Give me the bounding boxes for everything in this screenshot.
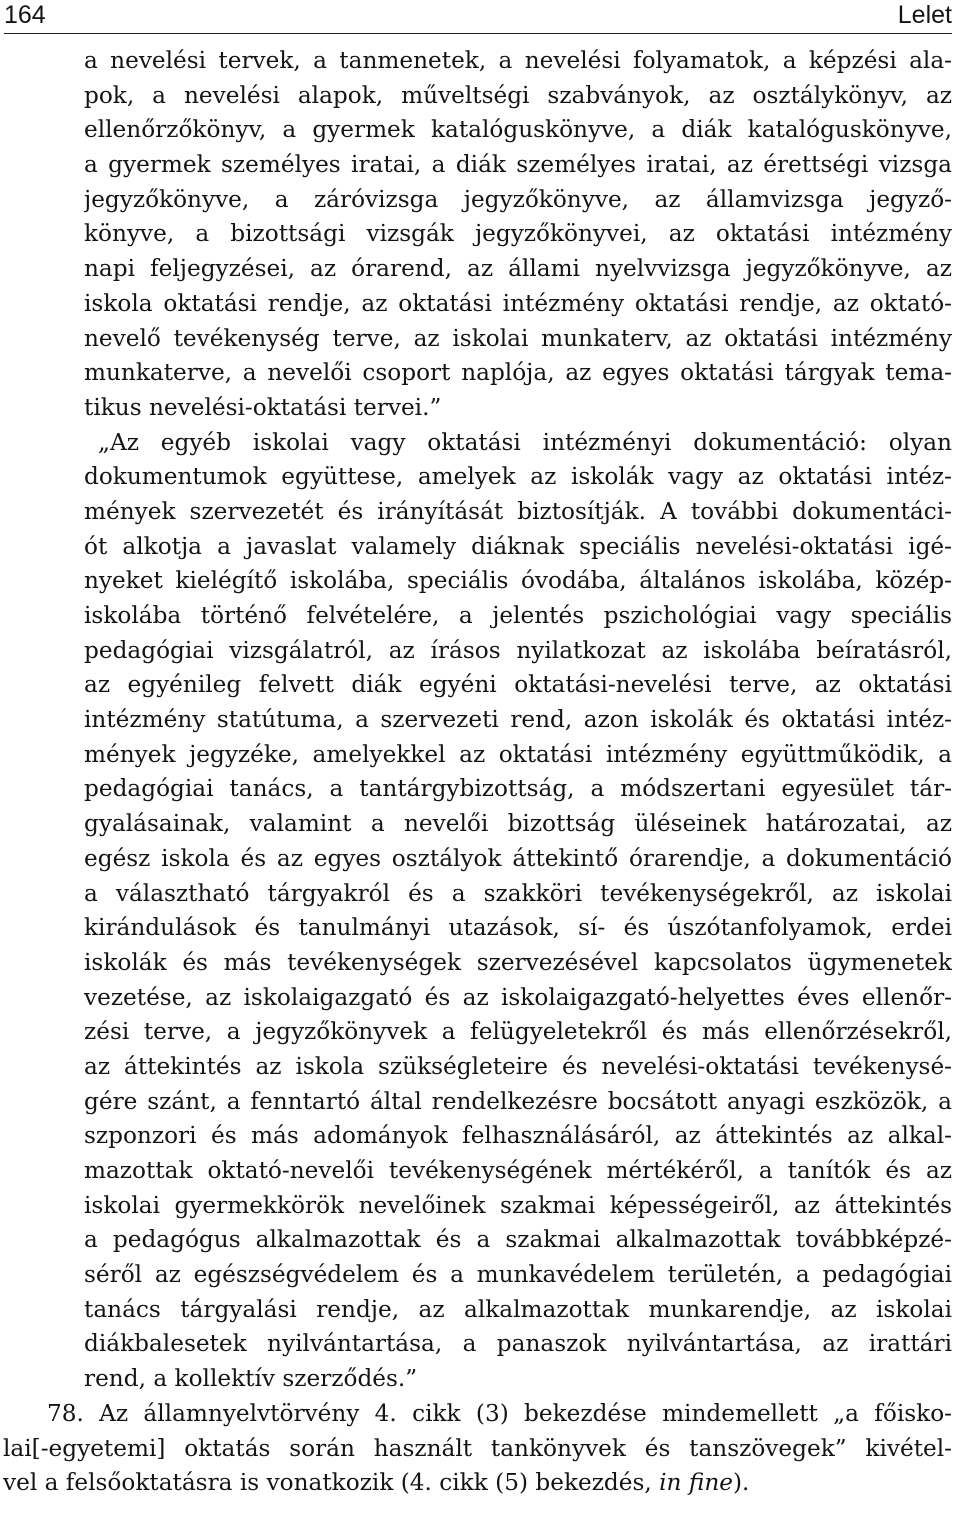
footnote-line	[3, 1466, 952, 1501]
text-line: pedagógiai vizsgálatról, az írásos nyilatkozat az iskolába beíratásról,	[84, 636, 952, 664]
text-line: a pedagógus alkalmazottak és a szakmai alkalmazottak továbbképzé-	[84, 1226, 952, 1254]
text-line: tikus nevelési-oktatási tervei.”	[84, 393, 442, 421]
text-line: diákbalesetek nyilvántartása, a panaszok nyilvántartása, az irattári	[84, 1330, 952, 1358]
text-line: vezetése, az iskolaigazgató és az iskolaigazgató-helyettes éves ellenőr-	[84, 983, 952, 1011]
text-line: gyalásainak, valamint a nevelői bizottság üléseinek határozatai, az	[84, 810, 952, 838]
text-line: szponzori és más adományok felhasználásáról, az áttekintés az alkal-	[84, 1122, 952, 1150]
text-line: „Az egyéb iskolai vagy oktatási intézményi dokumentáció: olyan	[98, 428, 952, 456]
text-line: jegyzőkönyve, a záróvizsga jegyzőkönyve, az államvizsga jegyző-	[84, 185, 952, 213]
text-line: nevelő tevékenység terve, az iskolai munkaterv, az oktatási intézmény	[84, 324, 952, 352]
text-line: mények szervezetét és irányítását biztosítják. A további dokumentáci-	[84, 497, 952, 525]
text-line: kirándulások és tanulmányi utazások, sí- és úszótanfolyamok, erdei	[84, 914, 952, 942]
text-line: nyeket kielégítő iskolába, speciális óvodába, általános iskolába, közép-	[84, 567, 952, 595]
text-line: a nevelési tervek, a tanmenetek, a nevelési folyamatok, a képzési ala-	[84, 47, 952, 74]
text-line: gére szánt, a fenntartó által rendelkezésre bocsátott anyagi eszközök, a	[84, 1087, 952, 1115]
text-line: dokumentumok együttese, amelyek az iskolák vagy az oktatási intéz-	[84, 463, 952, 491]
text-line: pok, a nevelési alapok, műveltségi szabványok, az osztálykönyv, az	[84, 81, 952, 109]
text-line: tanács tárgyalási rendje, az alkalmazottak munkarendje, az iskolai	[84, 1295, 952, 1323]
footnote-italic: in fine	[659, 1469, 733, 1497]
text-line: rend, a kollektív szerződés.”	[84, 1365, 418, 1393]
text-line: zési terve, a jegyzőkönyvek a felügyeletekről és más ellenőrzésekről,	[84, 1018, 952, 1046]
text-line: ellenőrzőkönyv, a gyermek katalóguskönyve, a diák katalóguskönyve,	[84, 116, 952, 144]
footnote-text-end: ).	[732, 1469, 750, 1497]
text-line: iskolába történő felvételére, a jelentés pszichológiai vagy speciális	[84, 602, 952, 629]
quote-block-1	[0, 44, 960, 426]
text-line: az áttekintés az iskola szükségleteire és nevelési-oktatási tevékenysé-	[84, 1052, 952, 1080]
footnote-78	[0, 1397, 960, 1501]
text-line: napi feljegyzései, az órarend, az állami nyelvvizsga jegyzőkönyve, az	[84, 255, 952, 283]
text-line: a választható tárgyakról és a szakköri tevékenységekről, az iskolai	[84, 879, 952, 907]
running-title: Lelet	[897, 1, 952, 29]
footnote-line: lai[-egyetemi] oktatás során használt tankönyvek és tanszövegek” kivétel-	[3, 1434, 952, 1462]
text-line: mazottak oktató-nevelői tevékenységének mértékéről, a tanítók és az	[84, 1157, 952, 1184]
text-line: iskolák és más tevékenységek szervezésével kapcsolatos ügymenetek	[84, 948, 952, 976]
text-line: egész iskola és az egyes osztályok áttekintő órarendje, a dokumentáció	[84, 844, 952, 872]
text-line: mények jegyzéke, amelyekkel az oktatási intézmény együttműködik, a	[84, 740, 952, 768]
footnote-line: 78. Az államnyelvtörvény 4. cikk (3) bekezdése mindemellett „a főisko-	[47, 1399, 952, 1427]
text-line: az egyénileg felvett diák egyéni oktatási-nevelési terve, az oktatási	[84, 671, 952, 699]
text-line: ót alkotja a javaslat valamely diáknak speciális nevelési-oktatási igé-	[84, 532, 952, 560]
text-line: séről az egészségvédelem és a munkavédelem területén, a pedagógiai	[84, 1261, 952, 1289]
page-number: 164	[4, 1, 46, 29]
text-line: a gyermek személyes iratai, a diák személyes iratai, az érettségi vizsga	[84, 151, 952, 179]
text-line: iskola oktatási rendje, az oktatási intézmény oktatási rendje, az oktató-	[84, 289, 952, 317]
page-header	[4, 0, 952, 34]
quote-block-2	[0, 426, 960, 1397]
text-line: pedagógiai tanács, a tantárgybizottság, a módszertani egyesület tár-	[84, 775, 952, 803]
footnote-text: vel a felsőoktatásra is vonatkozik (4. cikk (5) bekezdés,	[3, 1469, 660, 1497]
text-line: intézmény statútuma, a szervezeti rend, azon iskolák és oktatási intéz-	[84, 706, 952, 734]
text-line: iskolai gyermekkörök nevelőinek szakmai képességeiről, az áttekintés	[84, 1191, 952, 1219]
page-body	[0, 44, 960, 1501]
text-line: könyve, a bizottsági vizsgák jegyzőkönyvei, az oktatási intézmény	[84, 220, 952, 248]
text-line: munkaterve, a nevelői csoport naplója, az egyes oktatási tárgyak tema-	[84, 359, 952, 387]
